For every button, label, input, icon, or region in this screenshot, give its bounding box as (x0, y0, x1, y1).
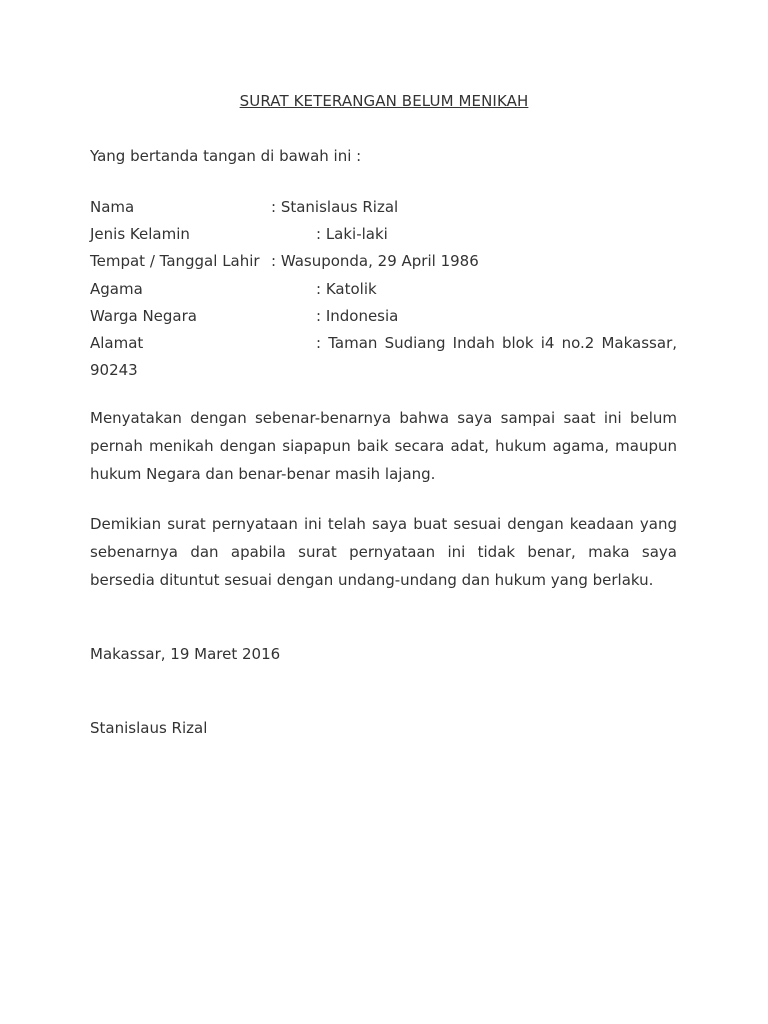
statement-paragraph: Menyatakan dengan sebenar-benarnya bahwa saya sampai saat ini belum pernah menikah dengan siapapun baik secara adat, hukum agama, maupun hukum Negara dan benar-benar masih lajang. (90, 409, 677, 483)
field-label-jenis-kelamin: Jenis Kelamin (90, 225, 190, 243)
field-label-tempat-tanggal-lahir: Tempat / Tanggal Lahir (90, 252, 260, 270)
field-value-jenis-kelamin: : Laki-laki (316, 225, 388, 243)
field-value-alamat: : Taman Sudiang Indah blok i4 no.2 Makassar, (316, 334, 677, 352)
field-value-warga-negara: : Indonesia (316, 307, 399, 325)
field-value-tempat-tanggal-lahir: : Wasuponda, 29 April 1986 (271, 252, 479, 270)
field-label-alamat: Alamat (90, 334, 144, 352)
document-title: SURAT KETERANGAN BELUM MENIKAH (239, 92, 529, 110)
signatory-name: Stanislaus Rizal (90, 719, 208, 737)
intro-line: Yang bertanda tangan di bawah ini : (90, 147, 362, 165)
field-value-agama: : Katolik (316, 280, 377, 298)
field-label-warga-negara: Warga Negara (90, 307, 197, 325)
field-label-nama: Nama (90, 198, 135, 216)
closing-paragraph: Demikian surat pernyataan ini telah saya buat sesuai dengan keadaan yang sebenarnya dan apabila surat pernyataan ini tidak benar, maka saya bersedia dituntut sesuai dengan undang-undang dan hukum yang berlaku. (90, 515, 677, 589)
place-date: Makassar, 19 Maret 2016 (90, 645, 281, 663)
field-value-nama: : Stanislaus Rizal (271, 198, 399, 216)
field-label-agama: Agama (90, 280, 143, 298)
address-continued: 90243 (90, 361, 138, 379)
